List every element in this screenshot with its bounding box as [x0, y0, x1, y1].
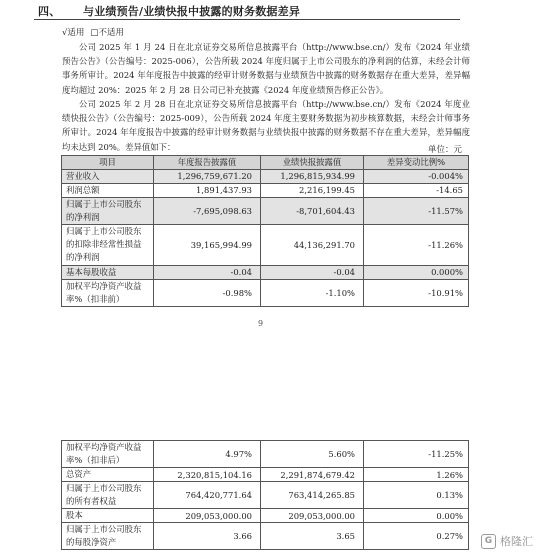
- express-value: 5.60%: [261, 441, 364, 468]
- row-label: 归属于上市公司股东的净利润: [62, 197, 154, 224]
- paragraph-forecast: 公司 2025 年 1 月 24 日在北京证券交易所信息披露平台（http://www.bse.cn/）发布《2024 年业绩预告公告》（公告编号：2025-006），公告所载 2024 年度归属于上市公司股东的净利润的估算，未经会计师事务所审计。2024 年年度报告中披露的经审计财务数据与业绩预告中披露的财务数据存在重大差异，差异幅度均超过 20%：2025 年 2 月 28 日公司已补充披露《2024 年度业绩预告修正公告》。: [62, 42, 470, 95]
- table-row: [62, 169, 469, 183]
- table-row: [62, 441, 469, 468]
- applicable-checked: √适用: [62, 28, 85, 38]
- express-value: 44,136,291.70: [261, 224, 364, 265]
- express-value: 2,291,874,679.42: [261, 468, 364, 482]
- row-label: 总资产: [62, 468, 154, 482]
- table-header-row: [62, 156, 469, 170]
- watermark: [481, 530, 533, 552]
- annual-value: 209,053,000.00: [154, 509, 261, 523]
- table-row: [62, 509, 469, 523]
- express-value: -0.04: [261, 265, 364, 279]
- diff-value: -11.25%: [364, 441, 469, 468]
- table-row: [62, 224, 469, 265]
- table-row: [62, 482, 469, 509]
- diff-value: 0.27%: [364, 523, 469, 550]
- header-annual-report: 年度报告披露值: [154, 156, 261, 170]
- diff-value: 0.00%: [364, 509, 469, 523]
- header-diff-ratio: 差异变动比例%: [364, 156, 469, 170]
- diff-value: -10.91%: [364, 279, 469, 306]
- diff-value: 1.26%: [364, 468, 469, 482]
- express-value: 763,414,265.85: [261, 482, 364, 509]
- annual-value: 764,420,771.64: [154, 482, 261, 509]
- annual-value: 39,165,994.99: [154, 224, 261, 265]
- diff-value: 0.13%: [364, 482, 469, 509]
- row-label: 归属于上市公司股东的扣除非经常性损益的净利润: [62, 224, 154, 265]
- annual-value: 4.97%: [154, 441, 261, 468]
- table-row: [62, 279, 469, 306]
- annual-value: 3.66: [154, 523, 261, 550]
- unit-label: 单位：元: [427, 145, 462, 155]
- table-row: [62, 468, 469, 482]
- express-value: 3.65: [261, 523, 364, 550]
- row-label: 营业收入: [62, 169, 154, 183]
- section-title: 与业绩预告/业绩快报中披露的财务数据差异: [83, 5, 301, 18]
- not-applicable-checkbox: □不适用: [90, 28, 124, 38]
- express-value: 2,216,199.45: [261, 183, 364, 197]
- row-label: 股本: [62, 509, 154, 523]
- diff-value: -11.57%: [364, 197, 469, 224]
- financial-comparison-table-top: [61, 155, 469, 307]
- gelonghui-logo-icon: G: [481, 534, 496, 549]
- express-value: 1,296,815,934.99: [261, 169, 364, 183]
- annual-value: -0.04: [154, 265, 261, 279]
- annual-value: -0.98%: [154, 279, 261, 306]
- diff-value: -11.26%: [364, 224, 469, 265]
- diff-value: -14.65: [364, 183, 469, 197]
- row-label: 利润总额: [62, 183, 154, 197]
- annual-value: 1,891,437.93: [154, 183, 261, 197]
- header-express-report: 业绩快报披露值: [261, 156, 364, 170]
- header-item: 项目: [62, 156, 154, 170]
- table-row: [62, 523, 469, 550]
- table-row: [62, 265, 469, 279]
- row-label: 加权平均净资产收益率%（扣非后）: [62, 441, 154, 468]
- watermark-text: 格隆汇: [500, 535, 533, 548]
- page-number: 9: [258, 319, 264, 328]
- financial-comparison-table-bottom: [61, 440, 469, 550]
- paragraph-express-report: 公司 2025 年 2 月 28 日在北京证券交易所信息披露平台（http://www.bse.cn/）发布《2024 年度业绩快报公告》（公告编号：2025-009），公告所载 2024 年度主要财务数据为初步核算数据，未经会计师事务所审计。2024 年年度报告中披露的经审计财务数据与业绩快报中披露的财务数据不存在重大差异，差异幅度均未达到 20%。差异值如下：: [62, 99, 470, 152]
- section-number: 四、: [38, 5, 61, 18]
- express-value: -1.10%: [261, 279, 364, 306]
- applicability-options: [62, 26, 130, 38]
- express-value: -8,701,604.43: [261, 197, 364, 224]
- annual-value: -7,695,098.63: [154, 197, 261, 224]
- diff-value: 0.000%: [364, 265, 469, 279]
- section-heading: [38, 3, 300, 19]
- annual-value: 1,296,759,671.20: [154, 169, 261, 183]
- table-row: [62, 183, 469, 197]
- row-label: 归属于上市公司股东的每股净资产: [62, 523, 154, 550]
- diff-value: -0.004%: [364, 169, 469, 183]
- row-label: 归属于上市公司股东的所有者权益: [62, 482, 154, 509]
- row-label: 基本每股收益: [62, 265, 154, 279]
- annual-value: 2,320,815,104.16: [154, 468, 261, 482]
- express-value: 209,053,000.00: [261, 509, 364, 523]
- row-label: 加权平均净资产收益率%（扣非前）: [62, 279, 154, 306]
- table-row: [62, 197, 469, 224]
